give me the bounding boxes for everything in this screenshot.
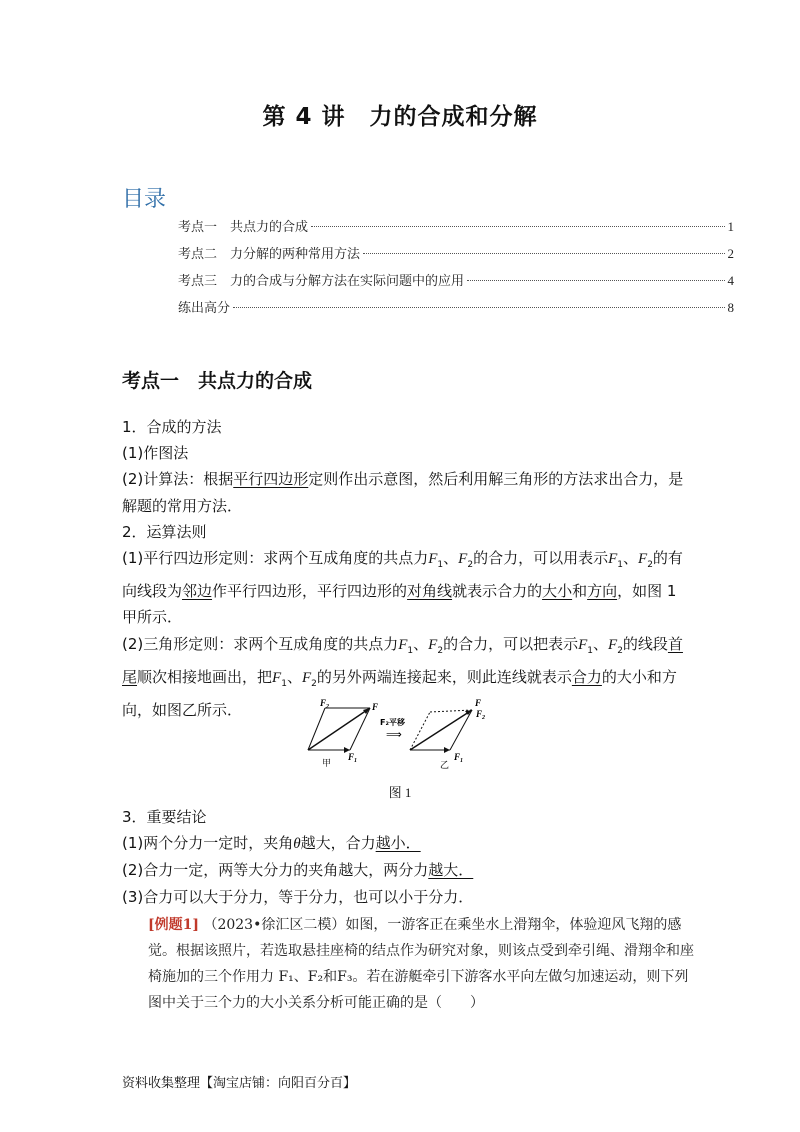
section-heading: 考点一 共点力的合成 — [122, 370, 313, 392]
toc-item-3[interactable] — [178, 270, 734, 297]
triangle-diagram — [410, 710, 472, 753]
paragraph-triangle-rule: (2)三角形定则：求两个互成角度的共点力$F_1$、$F_2$的合力，可以把表示$F_1$、$F_2$的线段首尾顺次相接地画出，把$F_1$、$F_2$的另外两端连接起来，则此连线就表示合力的大小和方向，如图乙所示． — [122, 634, 683, 720]
toc-leader-dots — [467, 280, 724, 281]
page-footer: 资料收集整理【淘宝店铺：向阳百分百】 — [122, 1076, 357, 1091]
subheading-conclusions: 3．重要结论 — [122, 808, 207, 826]
label-f: F — [475, 698, 482, 708]
page-title: 第 4 讲 力的合成和分解 — [262, 104, 538, 130]
section-body — [122, 414, 688, 723]
toc-item-2[interactable] — [178, 243, 734, 270]
f1-arrowhead — [444, 747, 450, 753]
subheading-methods: 1．合成的方法 — [122, 418, 222, 436]
toc-item-1[interactable] — [178, 216, 734, 243]
table-of-contents — [178, 216, 734, 324]
toc-leader-dots — [311, 226, 724, 227]
example-problem — [148, 912, 696, 1016]
caption-yi: 乙 — [440, 761, 450, 771]
conclusions-body — [122, 804, 688, 910]
toc-item-label: 考点一 共点力的合成 — [178, 220, 309, 235]
conclusion-3: (3)合力可以大于分力，等于分力，也可以小于分力． — [122, 887, 474, 906]
toc-item-label: 考点二 力分解的两种常用方法 — [178, 247, 361, 262]
label-f: F — [372, 702, 379, 712]
example-text: （2023•徐汇区二模）如图，一游客正在乘坐水上滑翔伞，体验迎风飞翔的感觉。根据该照片，若选取悬挂座椅的结点作为研究对象，则该点受到牵引绳、滑翔伞和座椅施加的三个作用力 F₁、F₂和F₃。若在游艇牵引下游客水平向左做匀加速运动，则下列图中关于三个力的大小关系分析可能正确的是（ ） — [148, 917, 694, 1011]
toc-item-page: 2 — [727, 246, 734, 261]
toc-leader-dots — [233, 307, 724, 308]
toc-item-label: 考点三 力的合成与分解方法在实际问题中的应用 — [178, 274, 465, 289]
label-f2: $F_2$ — [320, 698, 330, 710]
toc-item-page: 8 — [727, 300, 734, 315]
paragraph-parallelogram-rule: (1)平行四边形定则：求两个互成角度的共点力$F_1$、$F_2$的合力，可以用表示$F_1$、$F_2$的有向线段为邻边作平行四边形，平行四边形的对角线就表示合力的大小和方向，如图 1 甲所示． — [122, 549, 683, 627]
toc-item-label: 练出高分 — [178, 301, 231, 316]
resultant-vector — [410, 710, 472, 750]
caption-jia: 甲 — [322, 759, 332, 769]
f2-shifted-vector — [450, 710, 472, 750]
toc-heading: 目录 — [122, 187, 167, 212]
label-f1: $F_1$ — [454, 752, 464, 764]
label-f2: $F_2$ — [476, 709, 486, 721]
shift-label: F₂平移 — [380, 718, 405, 727]
force-diagram-figure — [300, 698, 510, 778]
toc-item-page: 4 — [727, 273, 734, 288]
toc-leader-dots — [363, 253, 724, 254]
shift-arrow-icon: ⟹ — [386, 728, 402, 741]
resultant-vector — [308, 708, 370, 750]
conclusion-1: (1)两个分力一定时，夹角θ越大，合力越小． — [122, 834, 421, 853]
paragraph-graphic-method: (1)作图法 — [122, 444, 189, 463]
parallelogram-diagram — [308, 708, 370, 753]
paragraph-calc-method: (2)计算法：根据平行四边形定则作出示意图，然后利用解三角形的方法求出合力，是解题的常用方法． — [122, 470, 684, 515]
example-tag: [例题1] — [148, 917, 199, 933]
figure-caption: 图 1 — [388, 785, 412, 800]
label-f1: $F_1$ — [348, 752, 358, 764]
conclusion-2: (2)合力一定，两等大分力的夹角越大，两分力越大． — [122, 861, 474, 880]
subheading-rules: 2．运算法则 — [122, 522, 207, 541]
toc-item-page: 1 — [727, 219, 734, 234]
toc-item-4[interactable] — [178, 297, 734, 324]
